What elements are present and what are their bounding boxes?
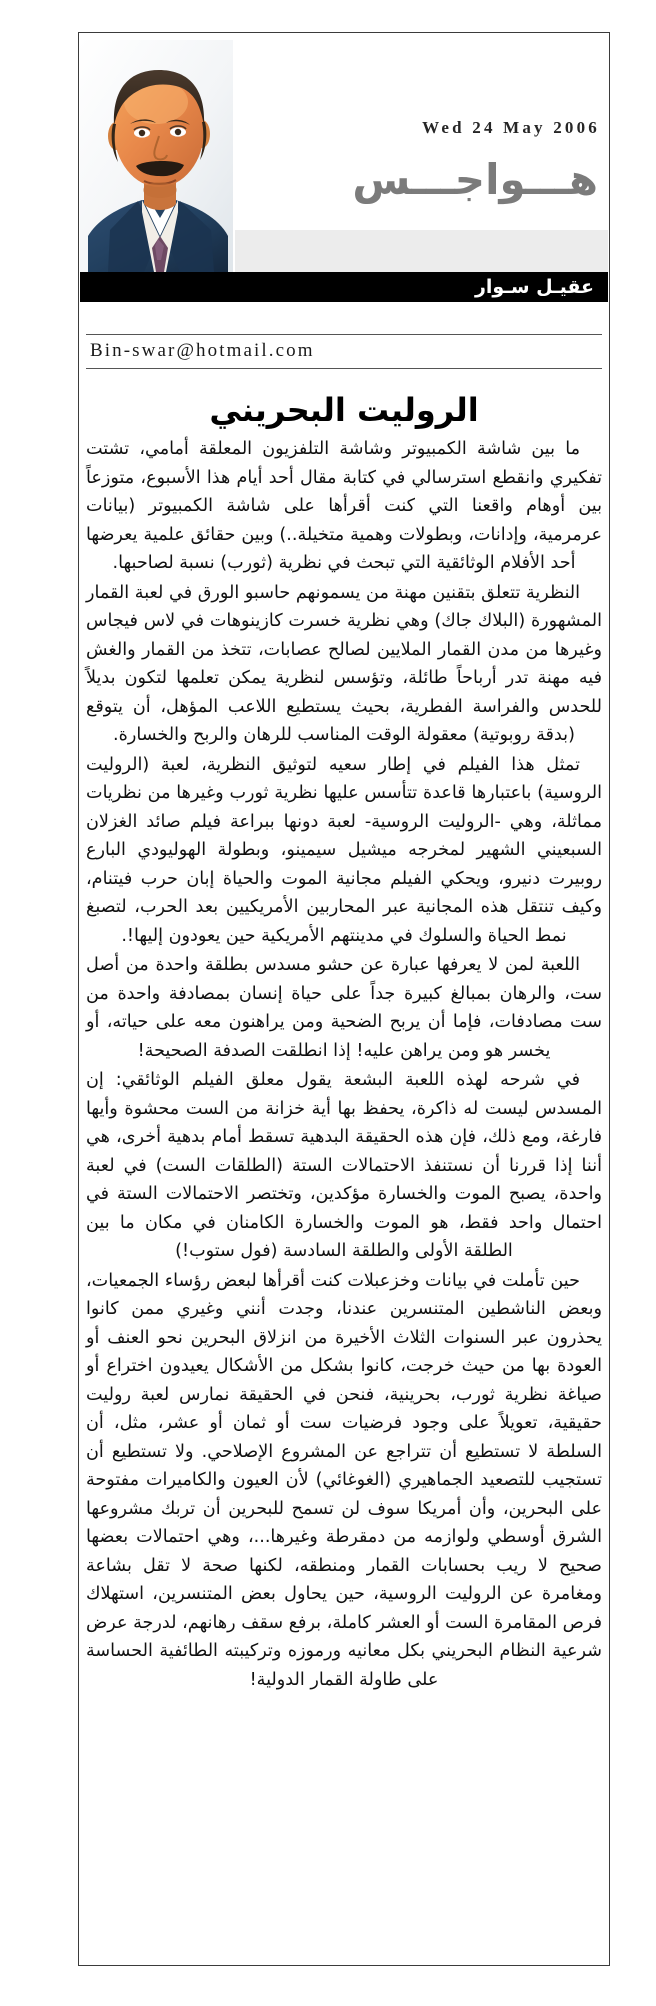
article-paragraph: في شرحه لهذه اللعبة البشعة يقول معلق الفيلم الوثائقي: إن المسدس ليست له ذاكرة، يحفظ بها أية خزانة من الست محشوة وأيها فارغة، ومع ذلك، فإن هذه الحقيقة البدهية تسقط أمام بدهية أخرى، هي أننا إذا قررنا أن نستنفذ الاحتمالات الستة (الطلقات الست) في لعبة واحدة، يصبح الموت والخسارة مؤكدين، وتختصر الاحتمالات الستة في احتمال واحد فقط، هو الموت والخسارة الكامنان في مكان ما بين الطلقة الأولى والطلقة السادسة (فول ستوب!) (86, 1070, 602, 1262)
article-title: الروليت البحريني (209, 391, 479, 429)
masthead-gray-band (235, 230, 608, 272)
article-paragraph: حين تأملت في بيانات وخزعبلات كنت أقرأها لبعض رؤساء الجمعيات، وبعض الناشطين المتنسرين عندنا، وجدت أنني وغيري ممن كانوا يحذرون عبر السنوات الثلاث الأخيرة من انزلاق البحرين نحو العنف أو العودة بها من حيث خرجت، كانوا بشكل من الأشكال يعيدون اختراع أو صياغة نظرية ثورب، بحرينية، فنحن في الحقيقة نمارس لعبة روليت حقيقية، تعويلاً على وجود فرضيات ست أو ثمان أو عشر، مثل، أن السلطة لا تستطيع أن تتراجع عن المشروع الإصلاحي. ولا تستطيع أن تستجيب للتصعيد الجماهيري (الغوغائي) لأن العيون والكاميرات مفتوحة على البحرين، وأن أمريكا سوف لن تسمح للبحرين أن تربك مشروعها الشرق أوسطي ولوازمه من دمقرطة وغيرها...، وهي احتمالات بعضها صحيح لا ريب بحسابات القمار ومنطقه، لكنها صحة لا تقل بشاعة ومغامرة عن الروليت الروسية، حين يحاول بعض المتنسرين، استهلاك فرص المقامرة الست أو العشر كاملة، برفع سقف رهانهم، لدرجة عرض شرعية النظام البحريني بكل معانيه ورموزه وتركيبته الطائفية الحساسة على طاولة القمار الدولية! (86, 1270, 602, 1690)
author-portrait (80, 40, 233, 272)
article-body (80, 435, 608, 1694)
author-name-bar (80, 272, 608, 302)
article-paragraph: اللعبة لمن لا يعرفها عبارة عن حشو مسدس بطلقة واحدة من أصل ست، والرهان بمبالغ كبيرة جداً على حياة إنسان بمصادفة واحدة من ست مصادفات، فإما أن يربح الضحية ومن يراهنون معه على حياته، أو يخسر هو ومن يراهن عليه! إذا انطلقت الصدفة الصحيحة! (86, 955, 602, 1061)
publication-date: Wed 24 May 2006 (422, 118, 600, 137)
column-name-masthead: هـــواجـــس (352, 155, 598, 204)
article-paragraph: النظرية تتعلق بتقنين مهنة من يسمونهم حاسبو الورق في لعبة القمار المشهورة (البلاك جاك) وهي نظرية خسرت كازينوهات في لاس فيجاس وغيرها من مدن القمار الملايين لصالح عصابات، تتخذ من القمار والغش فيه مهنة تدر أرباحاً طائلة، وتؤسس لنظرية يمكن تعلمها لتكون بديلاً للحدس والفراسة الفطرية، بحيث يستطيع اللاعب المؤهل، أن يتوقع (بدقة روبوتية) معقولة الوقت المناسب للرهان والربح والخسارة. (86, 582, 602, 746)
article-paragraph: ما بين شاشة الكمبيوتر وشاشة التلفزيون المعلقة أمامي، تشتت تفكيري وانقطع استرسالي في كتابة مقال أحد أيام هذا الأسبوع، متوزعاً بين أوهام واقعنا التي كنت أقرأها على شاشة الكمبيوتر (بيانات عرمرمية، وإدانات، وبطولات وهمية متخيلة..) وبين حقائق علمية يعرضها أحد الأفلام الوثائقية التي تبحث في نظرية (ثورب) نسبة لصاحبها. (86, 439, 602, 574)
page-content (80, 34, 608, 1964)
author-email-block (86, 334, 602, 369)
author-name: عقيـل سـوار (474, 276, 594, 298)
author-email[interactable]: Bin-swar@hotmail.com (90, 340, 315, 361)
article-paragraph: تمثل هذا الفيلم في إطار سعيه لتوثيق النظرية، لعبة (الروليت الروسية) باعتبارها قاعدة تتأسس عليها نظرية ثورب وغيرها من نظريات مماثلة، وهي -الروليت الروسية- لعبة دونها ببراعة فيلم صائد الغزلان السبعيني الشهير لمخرجه ميشيل سيمينو، وبطولة الهوليودي البارع روبيرت دنيرو، ويحكي الفيلم مجانية الموت والحياة إبان حرب فيتنام، وكيف تنتقل هذه المجانية عبر المحاربين الأمريكيين بعد الحرب، لتصبغ نمط الحياة والسلوك في مدينتهم الأمريكية حين يعودون إليها!. (86, 754, 602, 946)
column-masthead (80, 34, 608, 298)
